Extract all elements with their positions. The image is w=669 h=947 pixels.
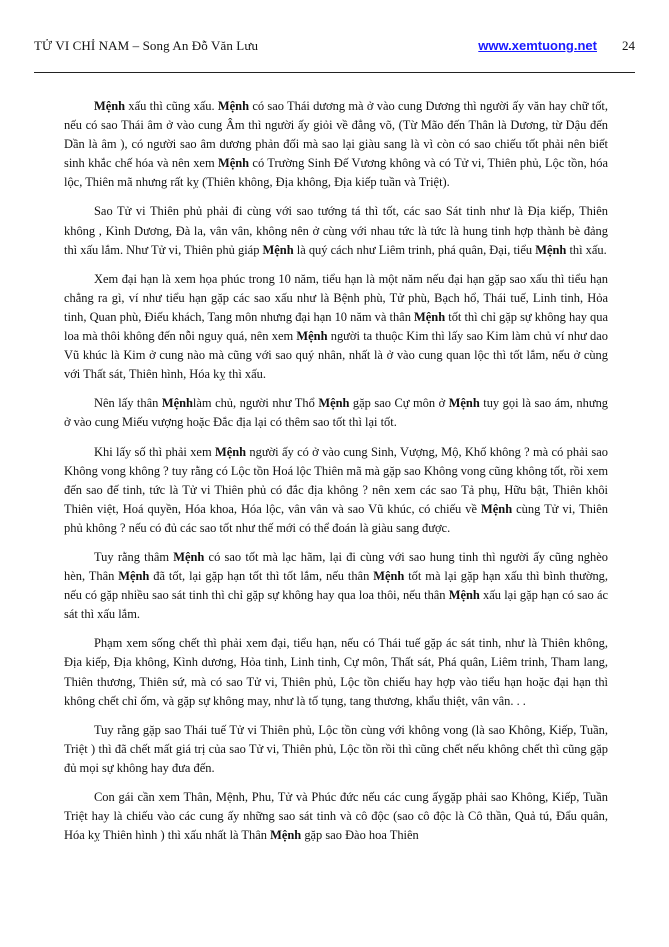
- keyword-menh: Mệnh: [214, 444, 247, 459]
- keyword-menh: Mệnh: [270, 828, 302, 843]
- text-run: làm chủ, người như Thổ: [192, 396, 319, 411]
- website-link[interactable]: www.xemtuong.net: [478, 38, 597, 53]
- text-run: người ấy có ở vào cung Sinh, Vượng, Mộ, Khố không ? mà có phải sao Không vong không ? tuy rằng có Lộc tồn Hoá lộc Thiên mã mà gặp sao Không vong cũng không tốt, rồi xem đến sao đế tinh, tức là Tử vi Thiên phủ có đắc địa không ? nên xem các sao Tả phụ, Hữu bật, Thiên khôi Thiên việt, Hoá quyền, Hóa khoa, Hóa lộc, vân vân và sao Vũ khúc, có chiếu về: [64, 444, 608, 516]
- text-run: Sao Tử vi Thiên phủ phải đi cùng với sao tướng tá thì tốt, các sao Sát tinh như là Địa kiếp, Thiên không , Kình Dương, Đà la, vân vân, không nên ở cùng với nhau tức là tức là hung tinh hợp thành bè đảng thì xấu lắm. Như Tử vi, Thiên phủ giáp: [64, 204, 608, 257]
- body-paragraph: [64, 788, 608, 845]
- body-paragraph: [64, 548, 608, 624]
- text-run: Xem đại hạn là xem họa phúc trong 10 năm, tiểu hạn là một năm nếu đại hạn gặp sao xấu thì tiểu hạn chẳng ra gì, ví như tiểu hạn gặp các sao xấu như là Bệnh phù, Tử phù, Bạch hổ, Thái tuế, Linh tinh, Hỏa tinh, Quan phù, Điếu khách, Tang môn nhưng đại hạn 10 năm và thân: [64, 271, 608, 324]
- keyword-menh: Mệnh: [448, 588, 480, 603]
- keyword-menh: Mệnh: [217, 99, 250, 113]
- text-run: gặp sao Đào hoa Thiên: [301, 828, 419, 843]
- text-run: gặp sao Cự môn ở: [349, 396, 449, 411]
- text-run: xấu lại gặp hạn có sao ác sát thì xấu lắm.: [64, 588, 608, 622]
- body-paragraph: [64, 97, 608, 192]
- text-run: Tuy rằng thâm: [94, 549, 174, 564]
- keyword-menh: Mệnh: [262, 242, 294, 257]
- body-paragraph: [64, 270, 608, 385]
- keyword-menh: Mệnh: [373, 569, 405, 584]
- text-run: Con gái cần xem Thân, Mệnh, Phu, Tử và Phúc đức nếu các cung ấygặp phải sao Không, Kiếp, Tuần Triệt hay là chiếu vào các cung ấy những sao sát tinh và cô độc (sao cô độc là Cô thần, Quả tú, Đẩu quân, Hóa kỵ Thiên hình ) thì xấu nhất là Thân: [64, 790, 608, 843]
- keyword-menh: Mệnh: [414, 309, 446, 324]
- text-run: xấu thì cũng xấu.: [125, 99, 218, 113]
- page-body: [64, 97, 608, 855]
- keyword-menh: Mệnh: [535, 242, 567, 257]
- text-run: Tuy rằng gặp sao Thái tuế Tử vi Thiên phủ, Lộc tồn cùng với không vong (là sao Không, Kiếp, Tuần, Triệt ) thì đã chết mất giá trị của sao Tử vi, Thiên phủ, Lộc tồn rồi thì cũng chết nếu không chết thì cũng gặp đủ mọi sự không hay đưa đến.: [64, 722, 608, 775]
- keyword-menh: Mệnh: [448, 396, 480, 411]
- keyword-menh: Mệnh: [217, 156, 250, 171]
- keyword-menh: Mệnh: [481, 501, 513, 516]
- text-run: Phạm xem sống chết thì phải xem đại, tiểu hạn, nếu có Thái tuế gặp ác sát tinh, như là Thiên không, Địa kiếp, Địa không, Kình dương, Hỏa tinh, Linh tinh, Cự môn, Thất sát, Phá quân, Liêm trinh, Tham lang, Thiên thương, Thiên sứ, mà có sao Tử vi, Thiên phủ, Lộc tồn chiếu hay hợp vào tiểu hạn hoặc đại hạn thì không chết chỉ ốm, và gặp sự không may, như là tố tụng, tang thương, khẩu thiệt, vân vân. . .: [64, 636, 608, 708]
- text-run: có Trường Sinh Đế Vương không và có Tử vi, Thiên phủ, Lộc tồn, hóa lộc, Thiên mã nhưng rất kỵ (Thiên không, Địa không, Địa kiếp tuần và Triệt).: [64, 156, 609, 190]
- text-run: có sao tốt mà lạc hãm, lại đi cùng với sao hung tinh thì người ấy cũng nghèo hèn, Thân: [64, 549, 608, 584]
- text-run: tốt thì chỉ gặp sự không hay qua loa mà thôi không đến nỗi nguy quá, nên xem: [64, 309, 609, 344]
- keyword-menh: Mệnh: [94, 99, 126, 113]
- body-paragraph: [64, 394, 608, 432]
- page-header: [34, 38, 635, 58]
- text-run: người ta thuộc Kim thì lấy sao Kim làm chủ ví như dao Vũ khúc là Kim ở cung nào mà cũng với sao quý nhân, nhất là ở vào cung quan lộc thì tốt lắm, nếu ở cùng với Thất sát, Thiên hình, Hóa kỵ thì xấu.: [64, 329, 608, 382]
- text-run: là quý cách như Liêm trinh, phá quân, Đại, tiểu: [293, 242, 536, 257]
- text-run: Nên lấy thân: [94, 396, 162, 411]
- keyword-menh: Mệnh: [296, 329, 328, 344]
- text-run: tốt mà lại gặp hạn xấu thì bình thường, nếu có gặp nhiều sao sát tinh thì chỉ gặp sự không hay qua loa thôi, nếu thân: [64, 569, 608, 603]
- keyword-menh: Mệnh: [118, 569, 150, 584]
- body-paragraph: [64, 634, 608, 710]
- keyword-menh: Mệnh: [173, 549, 205, 564]
- text-run: Khi lấy số thì phải xem: [94, 444, 215, 459]
- body-paragraph: [64, 721, 608, 778]
- text-run: có sao Thái dương mà ở vào cung Dương thì người ấy văn hay chữ tốt, nếu có sao Thái âm ở vào cung Âm thì người ấy giỏi về đẳng võ, (Từ Mão đến Thân là Dương, từ Dậu đến Dần là âm ), có người sao âm dương phản đối mà sao lại giàu sang là vì còn có sao chiếu tốt phải nên biết sinh khắc chế hóa và nên xem: [64, 99, 608, 171]
- keyword-menh: Mệnh: [318, 396, 350, 411]
- keyword-menh: Mệnh: [161, 396, 193, 411]
- text-run: cùng Tử vi, Thiên phủ không ? nếu có đủ các sao tốt như thế mới có thể đoán là giàu sang được.: [64, 501, 608, 535]
- page-number: 24: [622, 38, 635, 53]
- text-run: đã tốt, lại gặp hạn tốt thì tốt lắm, nếu thân: [149, 569, 374, 584]
- body-paragraph: [64, 202, 608, 259]
- body-paragraph: [64, 443, 608, 538]
- text-run: tuy gọi là sao ám, nhưng ở vào cung Miếu vượng hoặc Đắc địa lại có thêm sao tốt thì lại tốt.: [64, 396, 609, 430]
- book-title: TỬ VI CHỈ NAM – Song An Đỗ Văn Lưu: [34, 38, 259, 53]
- header-divider: [34, 72, 635, 73]
- text-run: thì xấu.: [566, 242, 607, 257]
